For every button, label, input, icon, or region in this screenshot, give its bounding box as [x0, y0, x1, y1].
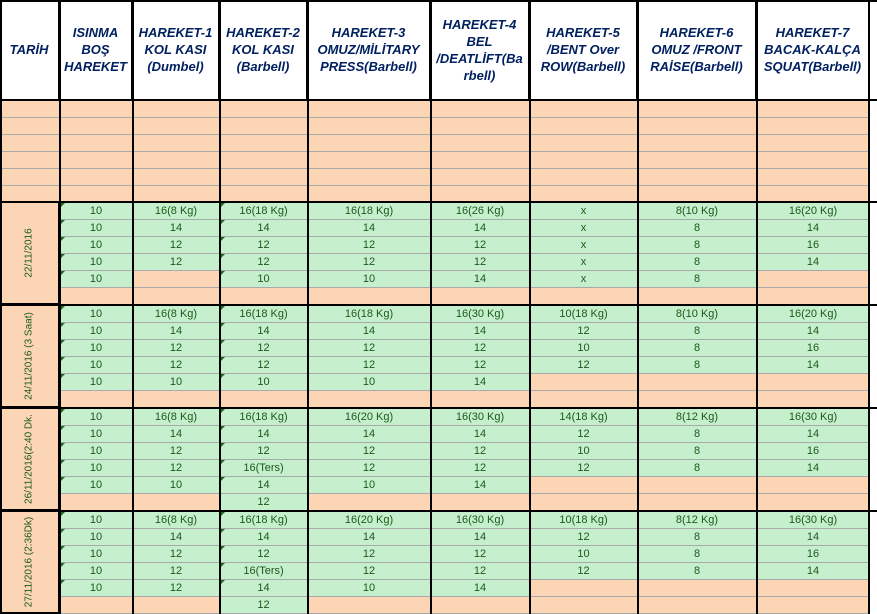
- data-cell[interactable]: 12: [431, 237, 530, 254]
- thick-vertical-line: [868, 0, 870, 614]
- data-cell[interactable]: 10: [60, 357, 133, 374]
- empty-cell[interactable]: [0, 101, 60, 118]
- data-cell[interactable]: 8: [638, 529, 757, 546]
- header-col-1: [60, 0, 133, 101]
- data-cell[interactable]: 10: [60, 374, 133, 391]
- data-cell[interactable]: 10: [60, 512, 133, 529]
- header-col-2: [133, 0, 220, 101]
- data-cell[interactable]: 14: [431, 271, 530, 288]
- data-cell[interactable]: 14: [308, 426, 431, 443]
- date-label: 24/11/2016 (3 Saat): [23, 312, 35, 400]
- data-cell[interactable]: 16(30 Kg): [431, 512, 530, 529]
- data-cell[interactable]: 16(18 Kg): [308, 203, 431, 220]
- header-col-8-line-3: SQUAT(Barbell): [763, 59, 862, 74]
- thick-vertical-line: [637, 0, 639, 614]
- data-cell[interactable]: [60, 391, 133, 408]
- data-cell[interactable]: [530, 597, 638, 614]
- data-cell[interactable]: 10: [530, 443, 638, 460]
- header-col-8: [757, 0, 870, 101]
- data-cell[interactable]: 8: [638, 237, 757, 254]
- empty-cell[interactable]: [757, 152, 870, 169]
- data-cell[interactable]: [220, 288, 308, 305]
- data-cell[interactable]: 10: [60, 271, 133, 288]
- data-cell[interactable]: [431, 391, 530, 408]
- empty-cell[interactable]: [530, 101, 638, 118]
- header-col-7-line-1: HAREKET-6: [659, 25, 734, 40]
- empty-cell[interactable]: [133, 118, 220, 135]
- data-cell[interactable]: 8(12 Kg): [638, 409, 757, 426]
- header-col-7: [638, 0, 757, 101]
- data-cell[interactable]: [757, 271, 870, 288]
- header-date-label: TARİH: [9, 42, 49, 57]
- data-cell[interactable]: x: [530, 271, 638, 288]
- data-cell[interactable]: [60, 494, 133, 511]
- data-cell[interactable]: 12: [431, 546, 530, 563]
- data-cell[interactable]: 14: [757, 563, 870, 580]
- data-cell[interactable]: 12: [530, 357, 638, 374]
- data-cell[interactable]: 14: [220, 580, 308, 597]
- data-cell[interactable]: 10: [60, 460, 133, 477]
- empty-cell[interactable]: [60, 118, 133, 135]
- data-cell[interactable]: 16(Ters): [220, 563, 308, 580]
- header-col-5-line-2: BEL: [466, 33, 493, 49]
- data-cell[interactable]: 12: [431, 563, 530, 580]
- thick-vertical-line: [219, 0, 221, 614]
- data-cell[interactable]: 16(30 Kg): [757, 409, 870, 426]
- data-cell[interactable]: 16(Ters): [220, 460, 308, 477]
- data-cell[interactable]: 12: [308, 563, 431, 580]
- header-col-6-line-1: HAREKET-5: [546, 25, 620, 40]
- data-cell[interactable]: 8: [638, 220, 757, 237]
- empty-cell[interactable]: [133, 152, 220, 169]
- date-label: 27/11/2016 (2:36Dk): [23, 516, 35, 608]
- data-cell[interactable]: [757, 477, 870, 494]
- empty-cell[interactable]: [308, 169, 431, 186]
- date-cell[interactable]: [0, 409, 60, 511]
- header-col-4-line-3: PRESS(Barbell): [320, 59, 417, 74]
- data-cell[interactable]: [530, 374, 638, 391]
- data-cell[interactable]: [638, 597, 757, 614]
- empty-cell[interactable]: [530, 152, 638, 169]
- empty-cell[interactable]: [638, 169, 757, 186]
- data-cell[interactable]: 14: [133, 323, 220, 340]
- data-cell[interactable]: 16(20 Kg): [308, 409, 431, 426]
- data-cell[interactable]: 12: [220, 494, 308, 511]
- data-cell[interactable]: [308, 494, 431, 511]
- data-cell[interactable]: 16(30 Kg): [431, 306, 530, 323]
- data-cell[interactable]: 12: [431, 443, 530, 460]
- data-cell[interactable]: 12: [133, 237, 220, 254]
- data-cell[interactable]: [638, 580, 757, 597]
- thick-vertical-line: [529, 0, 531, 614]
- empty-cell[interactable]: [0, 152, 60, 169]
- data-cell[interactable]: [220, 391, 308, 408]
- data-cell[interactable]: [133, 288, 220, 305]
- data-cell[interactable]: 16(8 Kg): [133, 306, 220, 323]
- data-cell[interactable]: 16(18 Kg): [220, 306, 308, 323]
- empty-cell[interactable]: [308, 152, 431, 169]
- data-cell[interactable]: [757, 374, 870, 391]
- data-cell[interactable]: 14: [220, 426, 308, 443]
- data-cell[interactable]: x: [530, 220, 638, 237]
- data-cell[interactable]: 10: [60, 529, 133, 546]
- data-cell[interactable]: [638, 494, 757, 511]
- empty-cell[interactable]: [638, 152, 757, 169]
- empty-cell[interactable]: [431, 101, 530, 118]
- data-cell[interactable]: 16: [757, 443, 870, 460]
- data-cell[interactable]: [757, 580, 870, 597]
- empty-cell[interactable]: [0, 135, 60, 152]
- data-cell[interactable]: [308, 391, 431, 408]
- data-cell[interactable]: 12: [133, 546, 220, 563]
- data-cell[interactable]: 10(18 Kg): [530, 512, 638, 529]
- header-col-3-line-1: HAREKET-2: [226, 25, 300, 40]
- empty-cell[interactable]: [0, 118, 60, 135]
- data-cell[interactable]: 12: [431, 460, 530, 477]
- data-cell[interactable]: [133, 391, 220, 408]
- header-col-8-line-1: HAREKET-7: [775, 25, 850, 40]
- data-cell[interactable]: 12: [431, 340, 530, 357]
- data-cell[interactable]: 16(18 Kg): [220, 409, 308, 426]
- data-cell[interactable]: 10(18 Kg): [530, 306, 638, 323]
- data-cell[interactable]: 12: [220, 357, 308, 374]
- empty-cell[interactable]: [530, 118, 638, 135]
- data-cell[interactable]: [638, 374, 757, 391]
- header-col-5-line-1: HAREKET-4: [442, 16, 517, 32]
- header-col-2-line-1: HAREKET-1: [138, 25, 213, 40]
- data-cell[interactable]: 14: [133, 426, 220, 443]
- data-cell[interactable]: [133, 597, 220, 614]
- data-cell[interactable]: [530, 391, 638, 408]
- data-cell[interactable]: 12: [220, 443, 308, 460]
- data-cell[interactable]: 12: [133, 357, 220, 374]
- header-col-1-line-3: HAREKET: [64, 59, 127, 74]
- header-col-2-line-2: KOL KASI: [144, 42, 207, 57]
- data-cell[interactable]: [530, 580, 638, 597]
- header-col-5: [431, 0, 530, 101]
- data-cell[interactable]: 12: [431, 254, 530, 271]
- data-cell[interactable]: 14: [431, 477, 530, 494]
- data-cell[interactable]: 14: [220, 529, 308, 546]
- empty-cell[interactable]: [530, 135, 638, 152]
- data-cell[interactable]: 12: [530, 460, 638, 477]
- thick-vertical-line: [307, 0, 309, 614]
- data-cell[interactable]: 14: [757, 426, 870, 443]
- data-cell[interactable]: 12: [308, 460, 431, 477]
- empty-cell[interactable]: [308, 135, 431, 152]
- header-col-6-line-2: /BENT Over: [546, 42, 620, 57]
- data-cell[interactable]: 14: [220, 323, 308, 340]
- data-cell[interactable]: 14: [308, 529, 431, 546]
- header-col-7-line-2: OMUZ /FRONT: [651, 42, 742, 57]
- data-cell[interactable]: 16: [757, 546, 870, 563]
- empty-cell[interactable]: [431, 135, 530, 152]
- data-cell[interactable]: 8: [638, 323, 757, 340]
- data-cell[interactable]: 8: [638, 563, 757, 580]
- empty-cell[interactable]: [60, 101, 133, 118]
- empty-cell[interactable]: [220, 135, 308, 152]
- data-cell[interactable]: 8(10 Kg): [638, 203, 757, 220]
- header-col-1-line-1: ISINMA: [72, 25, 119, 40]
- data-cell[interactable]: 16(8 Kg): [133, 512, 220, 529]
- data-cell[interactable]: 10: [530, 340, 638, 357]
- data-cell[interactable]: 16: [757, 340, 870, 357]
- data-cell[interactable]: 14: [757, 460, 870, 477]
- data-cell[interactable]: 16(20 Kg): [757, 306, 870, 323]
- header-col-3: [220, 0, 308, 101]
- thick-vertical-line: [430, 0, 432, 614]
- data-cell[interactable]: [133, 271, 220, 288]
- data-cell[interactable]: 12: [530, 323, 638, 340]
- data-cell[interactable]: 14: [308, 323, 431, 340]
- empty-cell[interactable]: [431, 118, 530, 135]
- empty-cell[interactable]: [530, 169, 638, 186]
- empty-cell[interactable]: [220, 169, 308, 186]
- data-cell[interactable]: 16(26 Kg): [431, 203, 530, 220]
- data-cell[interactable]: 12: [530, 426, 638, 443]
- data-cell[interactable]: 10: [60, 443, 133, 460]
- data-cell[interactable]: 12: [308, 340, 431, 357]
- data-cell[interactable]: 8: [638, 357, 757, 374]
- data-cell[interactable]: 12: [308, 357, 431, 374]
- header-col-5-line-3: /DEATLİFT(Ba: [436, 50, 523, 66]
- empty-cell[interactable]: [757, 135, 870, 152]
- data-cell[interactable]: x: [530, 203, 638, 220]
- header-col-4: [308, 0, 431, 101]
- data-cell[interactable]: 14: [431, 529, 530, 546]
- data-cell[interactable]: 10: [60, 563, 133, 580]
- data-cell[interactable]: [757, 597, 870, 614]
- data-cell[interactable]: 10: [220, 374, 308, 391]
- data-cell[interactable]: 10: [60, 426, 133, 443]
- data-cell[interactable]: 14: [431, 220, 530, 237]
- data-cell[interactable]: 14: [757, 220, 870, 237]
- data-cell[interactable]: 16(8 Kg): [133, 409, 220, 426]
- data-cell[interactable]: 8(10 Kg): [638, 306, 757, 323]
- data-cell[interactable]: 16(20 Kg): [308, 512, 431, 529]
- empty-cell[interactable]: [638, 118, 757, 135]
- data-cell[interactable]: 14: [133, 220, 220, 237]
- data-cell[interactable]: 8: [638, 340, 757, 357]
- data-cell[interactable]: 12: [133, 340, 220, 357]
- data-cell[interactable]: 14(18 Kg): [530, 409, 638, 426]
- data-cell[interactable]: 10: [60, 409, 133, 426]
- data-cell[interactable]: 8: [638, 460, 757, 477]
- data-cell[interactable]: 8: [638, 271, 757, 288]
- empty-cell[interactable]: [431, 152, 530, 169]
- header-col-7-line-3: RAİSE(Barbell): [650, 59, 743, 74]
- data-cell[interactable]: 10: [60, 237, 133, 254]
- header-col-4-line-1: HAREKET-3: [331, 25, 406, 40]
- data-cell[interactable]: [308, 288, 431, 305]
- thick-vertical-line: [132, 0, 134, 614]
- empty-cell[interactable]: [60, 169, 133, 186]
- data-cell[interactable]: 10: [60, 220, 133, 237]
- header-date: [0, 0, 60, 101]
- data-cell[interactable]: 10: [220, 271, 308, 288]
- data-cell[interactable]: 16(18 Kg): [220, 512, 308, 529]
- thick-vertical-line: [59, 0, 61, 614]
- date-cell[interactable]: [0, 203, 60, 305]
- data-cell[interactable]: 14: [133, 529, 220, 546]
- empty-cell[interactable]: [757, 118, 870, 135]
- date-cell[interactable]: [0, 306, 60, 408]
- data-cell[interactable]: 16(18 Kg): [308, 306, 431, 323]
- empty-cell[interactable]: [60, 152, 133, 169]
- data-cell[interactable]: [60, 288, 133, 305]
- data-cell[interactable]: 14: [431, 426, 530, 443]
- data-cell[interactable]: 8: [638, 426, 757, 443]
- date-label: 22/11/2016: [23, 228, 35, 278]
- data-cell[interactable]: 12: [530, 529, 638, 546]
- data-cell[interactable]: [757, 494, 870, 511]
- data-cell[interactable]: [638, 477, 757, 494]
- data-cell[interactable]: 14: [308, 220, 431, 237]
- empty-cell[interactable]: [220, 118, 308, 135]
- data-cell[interactable]: [530, 288, 638, 305]
- data-cell[interactable]: 12: [220, 340, 308, 357]
- data-cell[interactable]: 10: [60, 340, 133, 357]
- data-cell[interactable]: 12: [133, 443, 220, 460]
- data-cell[interactable]: [308, 597, 431, 614]
- header-col-3-line-2: KOL KASI: [232, 42, 294, 57]
- data-cell[interactable]: 10: [133, 477, 220, 494]
- empty-cell[interactable]: [133, 101, 220, 118]
- header-col-5-line-4: rbell): [463, 67, 496, 83]
- data-cell[interactable]: 16: [757, 237, 870, 254]
- data-cell[interactable]: [431, 288, 530, 305]
- data-cell[interactable]: 8: [638, 546, 757, 563]
- empty-cell[interactable]: [133, 135, 220, 152]
- data-cell[interactable]: 8: [638, 443, 757, 460]
- data-cell[interactable]: [757, 391, 870, 408]
- data-cell[interactable]: 8: [638, 254, 757, 271]
- data-cell[interactable]: 10: [308, 271, 431, 288]
- data-cell[interactable]: 14: [431, 323, 530, 340]
- data-cell[interactable]: [133, 494, 220, 511]
- data-cell[interactable]: 12: [431, 357, 530, 374]
- data-cell[interactable]: 14: [757, 529, 870, 546]
- empty-cell[interactable]: [757, 169, 870, 186]
- data-cell[interactable]: 12: [308, 254, 431, 271]
- data-cell[interactable]: 10: [133, 374, 220, 391]
- data-cell[interactable]: 10: [60, 203, 133, 220]
- header-col-6: [530, 0, 638, 101]
- data-cell[interactable]: [431, 494, 530, 511]
- data-cell[interactable]: 10: [60, 477, 133, 494]
- data-cell[interactable]: 14: [757, 254, 870, 271]
- data-cell[interactable]: 12: [133, 563, 220, 580]
- data-cell[interactable]: 16(30 Kg): [757, 512, 870, 529]
- data-cell[interactable]: 12: [220, 597, 308, 614]
- header-col-6-line-3: ROW(Barbell): [540, 59, 626, 74]
- data-cell[interactable]: [60, 597, 133, 614]
- empty-cell[interactable]: [308, 118, 431, 135]
- data-cell[interactable]: 12: [308, 237, 431, 254]
- data-cell[interactable]: 14: [431, 374, 530, 391]
- header-col-4-line-2: OMUZ/MİLİTARY: [317, 42, 420, 57]
- data-cell[interactable]: 10: [60, 580, 133, 597]
- data-cell[interactable]: x: [530, 237, 638, 254]
- data-cell[interactable]: 12: [133, 580, 220, 597]
- data-cell[interactable]: 8(12 Kg): [638, 512, 757, 529]
- empty-cell[interactable]: [220, 101, 308, 118]
- data-cell[interactable]: 16(18 Kg): [220, 203, 308, 220]
- data-cell[interactable]: [530, 494, 638, 511]
- data-cell[interactable]: [530, 477, 638, 494]
- data-cell[interactable]: 14: [220, 477, 308, 494]
- header-col-1-line-2: BOŞ: [81, 42, 110, 57]
- data-cell[interactable]: 10: [308, 374, 431, 391]
- data-cell[interactable]: 16(8 Kg): [133, 203, 220, 220]
- date-label: 26/11/2016(2:40 Dk.: [23, 414, 35, 504]
- data-cell[interactable]: x: [530, 254, 638, 271]
- data-cell[interactable]: 12: [220, 254, 308, 271]
- data-cell[interactable]: 12: [133, 254, 220, 271]
- thick-vertical-line: [0, 0, 2, 614]
- empty-cell[interactable]: [431, 169, 530, 186]
- empty-cell[interactable]: [638, 135, 757, 152]
- data-cell[interactable]: 12: [133, 460, 220, 477]
- empty-cell[interactable]: [757, 101, 870, 118]
- data-cell[interactable]: 14: [431, 580, 530, 597]
- data-cell[interactable]: [638, 391, 757, 408]
- data-cell[interactable]: 12: [308, 546, 431, 563]
- empty-cell[interactable]: [220, 152, 308, 169]
- header-col-2-line-3: (Dumbel): [147, 59, 204, 74]
- data-cell[interactable]: 10: [60, 254, 133, 271]
- data-cell[interactable]: 10: [530, 546, 638, 563]
- data-cell[interactable]: 16(30 Kg): [431, 409, 530, 426]
- data-cell[interactable]: 14: [757, 323, 870, 340]
- date-cell[interactable]: [0, 512, 60, 614]
- empty-cell[interactable]: [638, 101, 757, 118]
- header-col-3-line-3: (Barbell): [236, 59, 290, 74]
- data-cell[interactable]: [638, 288, 757, 305]
- empty-cell[interactable]: [60, 135, 133, 152]
- data-cell[interactable]: 10: [308, 477, 431, 494]
- data-cell[interactable]: 10: [308, 580, 431, 597]
- data-cell[interactable]: 12: [530, 563, 638, 580]
- data-cell[interactable]: [431, 597, 530, 614]
- thick-vertical-line: [756, 0, 758, 614]
- data-cell[interactable]: 12: [308, 443, 431, 460]
- data-cell[interactable]: 10: [60, 323, 133, 340]
- empty-cell[interactable]: [0, 169, 60, 186]
- data-cell[interactable]: 16(20 Kg): [757, 203, 870, 220]
- data-cell[interactable]: 10: [60, 306, 133, 323]
- empty-cell[interactable]: [133, 169, 220, 186]
- data-cell[interactable]: 10: [60, 546, 133, 563]
- data-cell[interactable]: 12: [220, 237, 308, 254]
- data-cell[interactable]: 14: [220, 220, 308, 237]
- data-cell[interactable]: 12: [220, 546, 308, 563]
- data-cell[interactable]: [757, 288, 870, 305]
- header-col-8-line-2: BACAK-KALÇA: [764, 42, 861, 57]
- empty-cell[interactable]: [308, 101, 431, 118]
- data-cell[interactable]: 14: [757, 357, 870, 374]
